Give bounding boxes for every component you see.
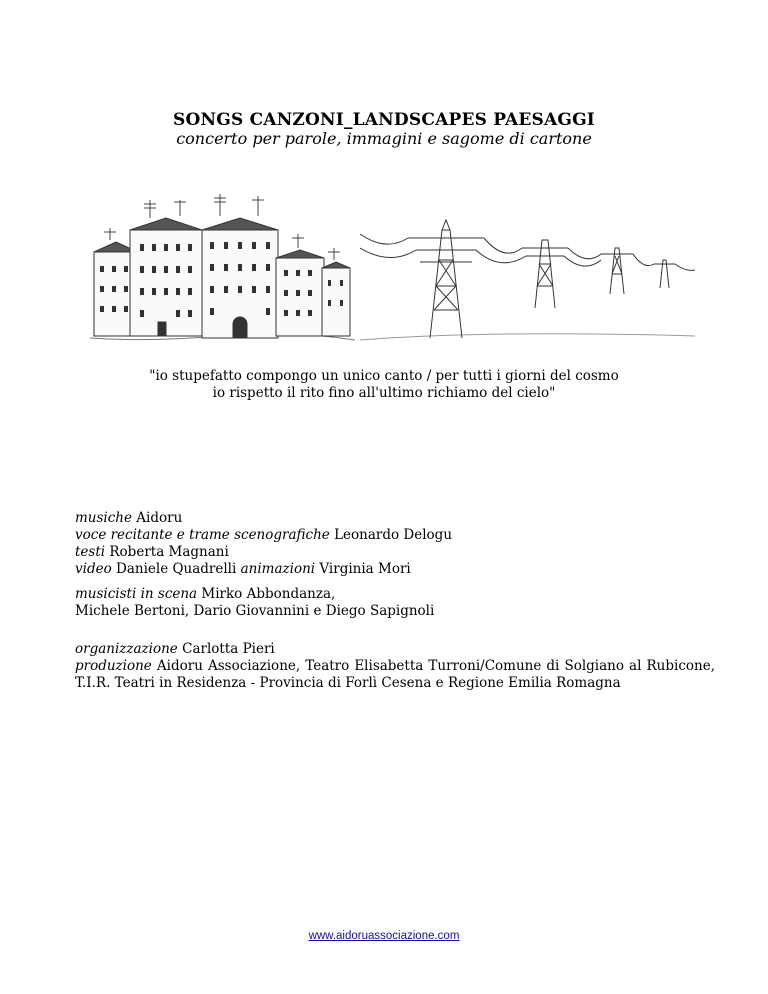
credit-name: Virginia Mori: [319, 561, 411, 577]
credit-name: Roberta Magnani: [109, 544, 229, 560]
credit-musicisti: [75, 586, 715, 603]
credit-role: animazioni: [240, 561, 316, 577]
pylons-drawing: [360, 220, 695, 340]
website-link[interactable]: www.aidoruassociazione.com: [308, 930, 460, 942]
credits-block-1: [75, 510, 715, 578]
credit-testi: [75, 544, 715, 561]
credit-organizzazione: [75, 641, 715, 658]
credit-voce: [75, 527, 715, 544]
credit-role: voce recitante e trame scenografiche: [75, 527, 330, 543]
credit-name: Daniele Quadrelli: [116, 561, 237, 577]
credit-role: musicisti in scena: [75, 586, 198, 602]
credits-block-3: [75, 641, 715, 692]
quote-line-1: "io stupefatto compongo un unico canto / per tutti i giorni del cosmo: [149, 368, 619, 384]
credit-name: Leonardo Delogu: [334, 527, 453, 543]
document-subtitle: concerto per parole, immagini e sagome di cartone: [176, 129, 592, 148]
credit-musicisti-cont: Michele Bertoni, Dario Giovannini e Diego Sapignoli: [75, 603, 435, 619]
credit-produzione: [75, 658, 715, 692]
credit-role: testi: [75, 544, 106, 560]
credit-role: musiche: [75, 510, 132, 526]
credit-name: Aidoru Associazione, Teatro Elisabetta Turroni/Comune di Solgiano al Rubicone, T.I.R. Teatri in Residenza - Provincia di Forlì Cesena e Regione Emilia Romagna: [75, 658, 715, 691]
quote: [0, 368, 768, 402]
quote-line-2: io rispetto il rito fino all'ultimo richiamo del cielo": [212, 385, 556, 401]
credit-musiche: [75, 510, 715, 527]
credit-role: video: [75, 561, 112, 577]
buildings-drawing: [90, 194, 355, 340]
credit-name: Mirko Abbondanza,: [201, 586, 336, 602]
credit-role: organizzazione: [75, 641, 178, 657]
credit-name: Carlotta Pieri: [182, 641, 275, 657]
document-title: SONGS CANZONI_LANDSCAPES PAESAGGI: [173, 110, 595, 130]
credit-name: Aidoru: [136, 510, 183, 526]
credit-role: produzione: [75, 658, 152, 674]
illustration: [90, 190, 695, 345]
credit-video: [75, 561, 715, 578]
credits-block-2: [75, 586, 715, 620]
